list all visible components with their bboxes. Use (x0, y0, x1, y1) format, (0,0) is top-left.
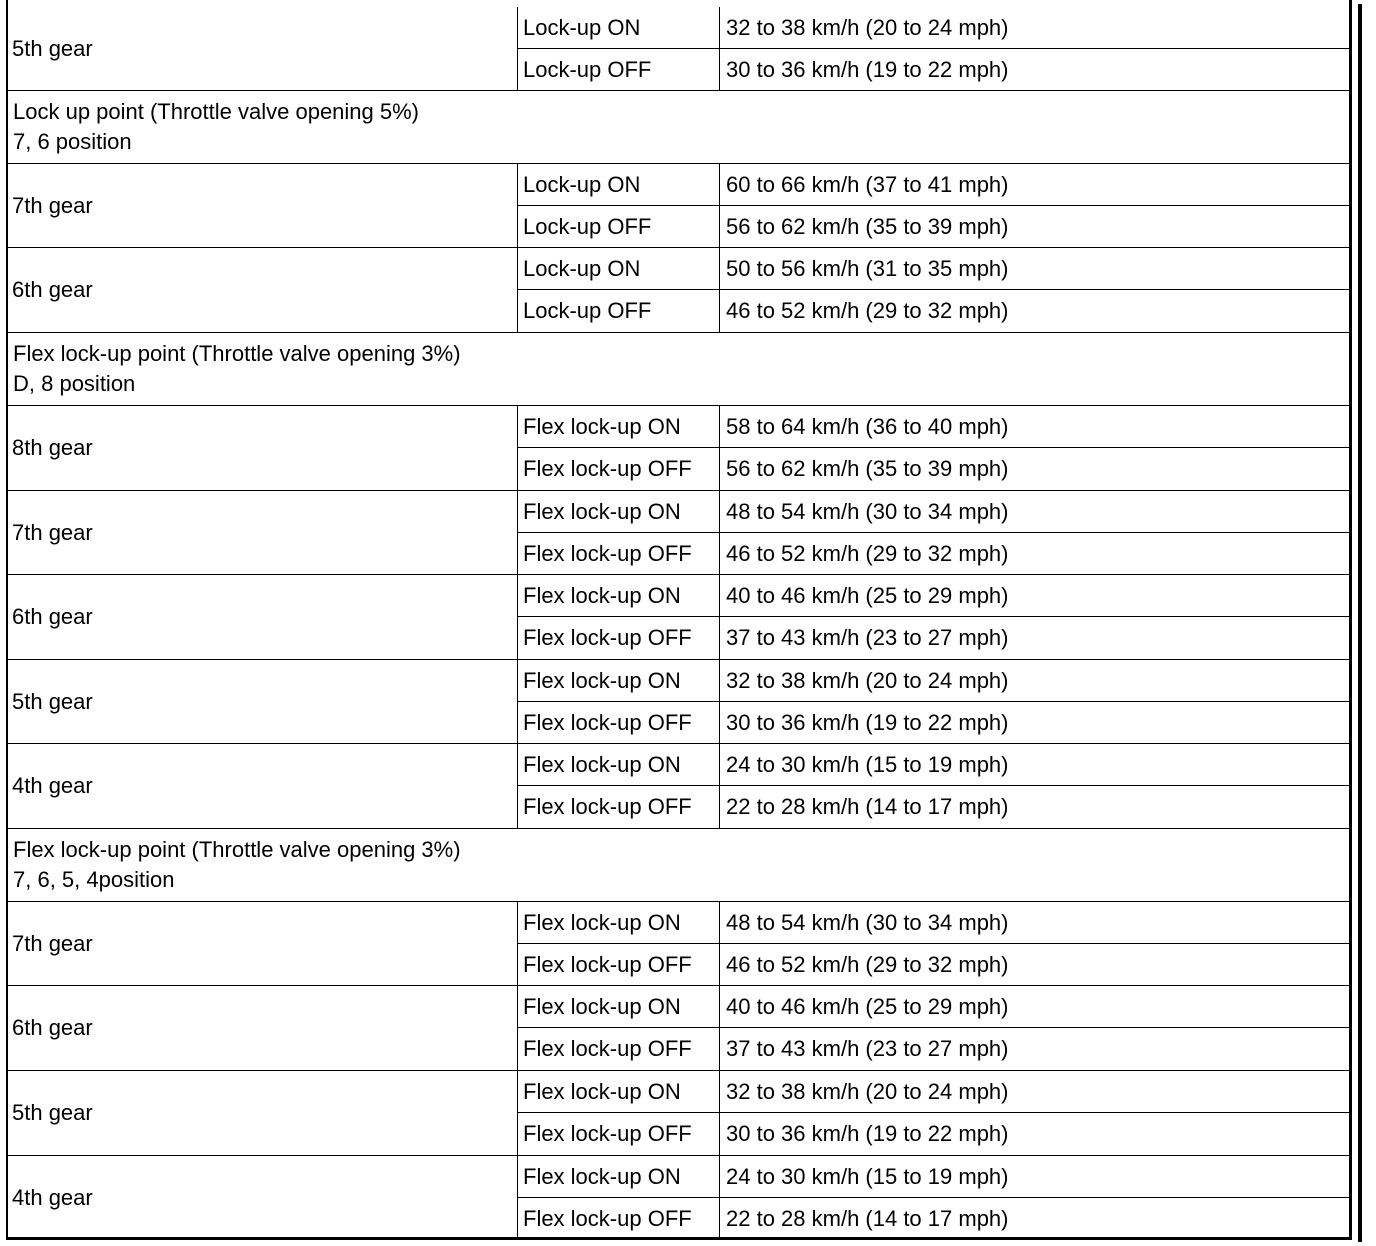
lockup-off-row (518, 448, 1349, 490)
speed-cell: 56 to 62 km/h (35 to 39 mph) (726, 214, 1009, 239)
speed-cell: 30 to 36 km/h (19 to 22 mph) (726, 710, 1009, 735)
gear-cell: 4th gear (8, 1156, 518, 1240)
lockup-on-row (518, 660, 1349, 702)
speed-cell: 46 to 52 km/h (29 to 32 mph) (726, 541, 1009, 566)
speed-cell: 60 to 66 km/h (37 to 41 mph) (726, 171, 1009, 197)
gear-cell: 5th gear (8, 1071, 518, 1155)
lockup-off-row (518, 786, 1349, 828)
speed-cell: 40 to 46 km/h (25 to 29 mph) (726, 993, 1009, 1019)
table-row (8, 744, 1349, 829)
table-row (8, 406, 1349, 491)
speed-cell: 32 to 38 km/h (20 to 24 mph) (726, 1078, 1009, 1104)
lockup-on-row (518, 744, 1349, 786)
speed-cell: 56 to 62 km/h (35 to 39 mph) (726, 456, 1009, 481)
state-cell: Flex lock-up OFF (518, 1113, 720, 1155)
gear-cell: 6th gear (8, 986, 518, 1070)
state-cell: Flex lock-up ON (518, 1071, 720, 1112)
gear-cell: 7th gear (8, 164, 518, 247)
lockup-on-row (518, 575, 1349, 617)
table-row (8, 902, 1349, 986)
lockup-on-row (518, 986, 1349, 1028)
state-cell: Flex lock-up ON (518, 491, 720, 532)
lockup-off-row (518, 49, 1349, 91)
section-title: Lock up point (Throttle valve opening 5%) (13, 99, 420, 124)
table-row (8, 986, 1349, 1071)
lockup-speed-table (6, 0, 1352, 1240)
lockup-on-row (518, 491, 1349, 533)
section-title: Flex lock-up point (Throttle valve opening 3%) (13, 341, 461, 366)
table-row (8, 7, 1349, 91)
state-cell: Flex lock-up OFF (518, 944, 720, 986)
lockup-off-row (518, 1028, 1349, 1070)
speed-cell: 37 to 43 km/h (23 to 27 mph) (726, 625, 1009, 650)
section-position: D, 8 position (13, 371, 136, 396)
lockup-off-row (518, 206, 1349, 248)
table-row (8, 1071, 1349, 1156)
gear-cell: 4th gear (8, 744, 518, 828)
state-cell: Flex lock-up OFF (518, 702, 720, 744)
state-cell: Flex lock-up OFF (518, 1028, 720, 1070)
state-cell: Flex lock-up ON (518, 660, 720, 701)
state-cell: Flex lock-up OFF (518, 1198, 720, 1240)
lockup-off-row (518, 533, 1349, 575)
section-title: Flex lock-up point (Throttle valve opening 3%) (13, 837, 461, 862)
lockup-off-row (518, 1113, 1349, 1155)
table-row (8, 164, 1349, 248)
lockup-on-row (518, 406, 1349, 448)
state-cell: Flex lock-up ON (518, 986, 720, 1027)
gear-cell: 5th gear (8, 660, 518, 743)
page-edge-divider (1358, 4, 1362, 1242)
speed-cell: 24 to 30 km/h (15 to 19 mph) (726, 1163, 1009, 1189)
lockup-on-row (518, 164, 1349, 206)
state-cell: Lock-up OFF (518, 290, 720, 332)
state-cell: Flex lock-up ON (518, 1156, 720, 1197)
speed-cell: 37 to 43 km/h (23 to 27 mph) (726, 1036, 1009, 1061)
state-cell: Flex lock-up OFF (518, 448, 720, 490)
lockup-on-row (518, 1071, 1349, 1113)
lockup-off-row (518, 617, 1349, 659)
speed-cell: 24 to 30 km/h (15 to 19 mph) (726, 751, 1009, 777)
section-position: 7, 6 position (13, 129, 132, 154)
speed-cell: 48 to 54 km/h (30 to 34 mph) (726, 909, 1009, 935)
lockup-on-row (518, 7, 1349, 49)
state-cell: Lock-up OFF (518, 206, 720, 248)
section-header (8, 333, 1349, 406)
section-header (8, 91, 1349, 164)
gear-cell: 7th gear (8, 491, 518, 574)
lockup-off-row (518, 290, 1349, 332)
lockup-on-row (518, 248, 1349, 290)
gear-cell: 6th gear (8, 248, 518, 332)
table-row (8, 1156, 1349, 1240)
table-row (8, 575, 1349, 660)
table-row (8, 491, 1349, 575)
section-header (8, 829, 1349, 902)
gear-cell: 6th gear (8, 575, 518, 659)
state-cell: Flex lock-up OFF (518, 617, 720, 659)
speed-cell: 30 to 36 km/h (19 to 22 mph) (726, 1121, 1009, 1146)
speed-cell: 50 to 56 km/h (31 to 35 mph) (726, 255, 1009, 281)
state-cell: Flex lock-up ON (518, 406, 720, 447)
table-row (8, 248, 1349, 333)
lockup-on-row (518, 1156, 1349, 1198)
lockup-off-row (518, 1198, 1349, 1240)
speed-cell: 22 to 28 km/h (14 to 17 mph) (726, 794, 1009, 819)
state-cell: Lock-up ON (518, 164, 720, 205)
gear-cell: 5th gear (8, 7, 518, 90)
state-cell: Flex lock-up OFF (518, 786, 720, 828)
lockup-on-row (518, 902, 1349, 944)
speed-cell: 32 to 38 km/h (20 to 24 mph) (726, 667, 1009, 693)
lockup-off-row (518, 702, 1349, 744)
lockup-off-row (518, 944, 1349, 986)
state-cell: Flex lock-up OFF (518, 533, 720, 575)
state-cell: Lock-up OFF (518, 49, 720, 91)
speed-cell: 32 to 38 km/h (20 to 24 mph) (726, 14, 1009, 40)
speed-cell: 46 to 52 km/h (29 to 32 mph) (726, 298, 1009, 323)
speed-cell: 58 to 64 km/h (36 to 40 mph) (726, 413, 1009, 439)
state-cell: Flex lock-up ON (518, 902, 720, 943)
state-cell: Flex lock-up ON (518, 575, 720, 616)
speed-cell: 40 to 46 km/h (25 to 29 mph) (726, 582, 1009, 608)
state-cell: Lock-up ON (518, 7, 720, 48)
table-row (8, 660, 1349, 744)
speed-cell: 48 to 54 km/h (30 to 34 mph) (726, 498, 1009, 524)
gear-cell: 8th gear (8, 406, 518, 490)
speed-cell: 46 to 52 km/h (29 to 32 mph) (726, 952, 1009, 977)
speed-cell: 22 to 28 km/h (14 to 17 mph) (726, 1206, 1009, 1231)
section-position: 7, 6, 5, 4position (13, 867, 175, 892)
state-cell: Lock-up ON (518, 248, 720, 289)
gear-cell: 7th gear (8, 902, 518, 985)
state-cell: Flex lock-up ON (518, 744, 720, 785)
speed-cell: 30 to 36 km/h (19 to 22 mph) (726, 57, 1009, 82)
